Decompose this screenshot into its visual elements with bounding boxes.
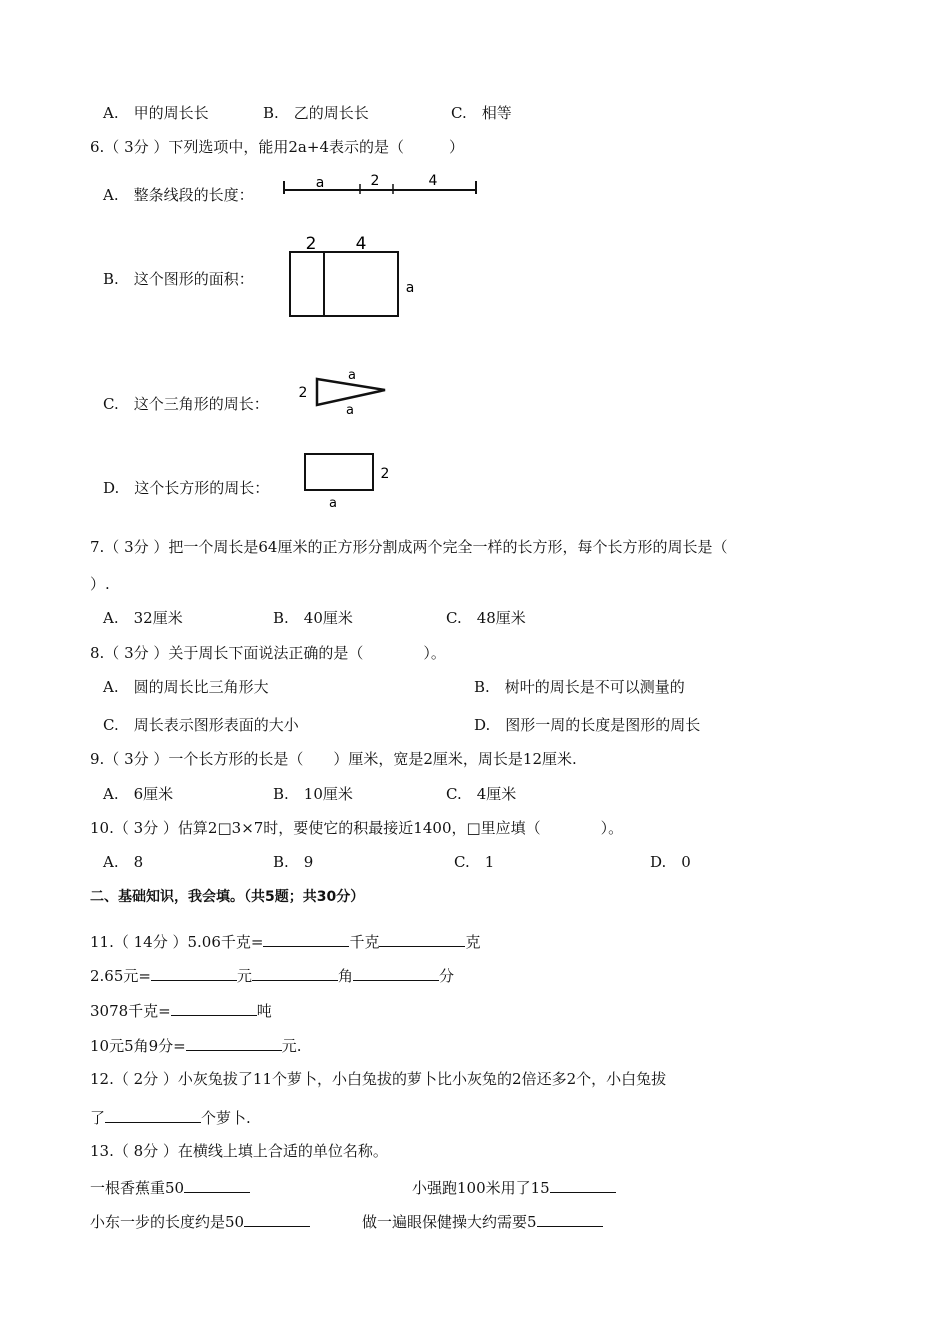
triangle-figure <box>293 365 395 417</box>
q11-line1-unit-kg: 千克 <box>349 933 380 951</box>
q11-blank-ton[interactable] <box>171 1000 257 1016</box>
triangle-label-a-top: a <box>348 368 356 383</box>
q5-option-c: C. 相等 <box>451 104 512 122</box>
q13-item-2 <box>412 1177 616 1198</box>
q11-line3 <box>90 1000 272 1021</box>
q9-stem: 9.（ 3分 ）一个长方形的长是（ ）厘米，宽是2厘米，周长是12厘米. <box>90 750 577 768</box>
area-label-a: a <box>405 280 415 296</box>
q13-item-3 <box>90 1211 310 1232</box>
q11-line1-text: 11.（ 14分 ）5.06千克= <box>90 933 264 951</box>
q13-item-1-text: 一根香蕉重50 <box>90 1179 185 1197</box>
q13-blank-3[interactable] <box>244 1211 310 1227</box>
q11-blank-yuan-total[interactable] <box>186 1035 282 1051</box>
q13-stem: 13.（ 8分 ）在横线上填上合适的单位名称。 <box>90 1142 388 1160</box>
q13-item-4-text: 做一遍眼保健操大约需要5 <box>362 1213 537 1231</box>
q13-blank-2[interactable] <box>550 1177 616 1193</box>
q6-option-a: A. 整条线段的长度： <box>103 186 254 204</box>
q6-option-c: C. 这个三角形的周长： <box>103 395 269 413</box>
q8-option-b: B. 树叶的周长是不可以测量的 <box>474 678 685 696</box>
q10-stem: 10.（ 3分 ）估算2□3×7时，要使它的积最接近1400，□里应填（ ）。 <box>90 819 624 837</box>
q10-option-c: C. 1 <box>454 853 495 871</box>
q13-item-4 <box>362 1211 603 1232</box>
perimeter-label-a: a <box>329 496 337 511</box>
q9-option-a: A. 6厘米 <box>103 785 174 803</box>
q6-option-b: B. 这个图形的面积： <box>103 270 254 288</box>
q11-blank-fen[interactable] <box>353 965 439 981</box>
q11-line4-text: 10元5角9分= <box>90 1037 186 1055</box>
q11-line2-unit-fen: 分 <box>439 967 455 985</box>
triangle-label-2: 2 <box>298 385 308 401</box>
perimeter-rectangle-figure <box>297 448 393 512</box>
q11-blank-g[interactable] <box>379 931 465 947</box>
q7-stem-line2: ）. <box>90 575 110 593</box>
q8-option-d: D. 图形一周的长度是图形的周长 <box>474 716 701 734</box>
q11-line2-unit-yuan: 元 <box>236 967 252 985</box>
q11-line1-unit-g: 克 <box>465 933 481 951</box>
q12-stem-line2 <box>90 1107 251 1128</box>
q11-blank-jiao[interactable] <box>252 965 338 981</box>
q12-stem-line1: 12.（ 2分 ）小灰兔拔了11个萝卜，小白兔拔的萝卜比小灰兔的2倍还多2个，小白兔拔 <box>90 1070 667 1088</box>
q7-option-b: B. 40厘米 <box>273 609 353 627</box>
segment-figure <box>280 168 480 198</box>
area-label-4: 4 <box>355 234 367 254</box>
q11-line3-unit-ton: 吨 <box>256 1002 272 1020</box>
perimeter-label-2: 2 <box>380 466 390 482</box>
q10-option-d: D. 0 <box>650 853 691 871</box>
q11-line2-text: 2.65元= <box>90 967 151 985</box>
q13-blank-4[interactable] <box>537 1211 603 1227</box>
q13-blank-1[interactable] <box>184 1177 250 1193</box>
q9-option-b: B. 10厘米 <box>273 785 353 803</box>
q11-line2 <box>90 965 454 986</box>
q7-option-c: C. 48厘米 <box>446 609 526 627</box>
segment-label-a: a <box>315 175 325 191</box>
q13-item-2-text: 小强跑100米用了15 <box>412 1179 550 1197</box>
q11-line4-unit: 元. <box>281 1037 302 1055</box>
q8-option-a: A. 圆的周长比三角形大 <box>103 678 269 696</box>
area-label-2: 2 <box>305 234 317 254</box>
q11-line4 <box>90 1035 302 1056</box>
q11-blank-kg[interactable] <box>263 931 349 947</box>
q5-option-b: B. 乙的周长长 <box>263 104 369 122</box>
q11-blank-yuan[interactable] <box>151 965 237 981</box>
q13-item-3-text: 小东一步的长度约是50 <box>90 1213 245 1231</box>
q12-line2-text: 了 <box>90 1109 106 1127</box>
q6-option-d: D. 这个长方形的周长： <box>103 479 270 497</box>
q9-option-c: C. 4厘米 <box>446 785 517 803</box>
segment-label-4: 4 <box>428 173 438 189</box>
q8-stem: 8.（ 3分 ）关于周长下面说法正确的是（ ）。 <box>90 644 446 662</box>
triangle-label-a-bottom: a <box>346 403 354 417</box>
area-rectangle-figure <box>285 232 420 322</box>
q11-line1 <box>90 931 480 952</box>
q7-stem-line1: 7.（ 3分 ）把一个周长是64厘米的正方形分割成两个完全一样的长方形，每个长方形的周长是（ <box>90 538 728 556</box>
segment-label-2: 2 <box>370 173 380 189</box>
q13-item-1 <box>90 1177 250 1198</box>
q10-option-a: A. 8 <box>103 853 144 871</box>
q12-blank[interactable] <box>105 1107 201 1123</box>
q10-option-b: B. 9 <box>273 853 314 871</box>
q11-line2-unit-jiao: 角 <box>337 967 353 985</box>
section-2-title: 二、基础知识，我会填。（共5题；共30分） <box>90 889 365 905</box>
q5-option-a: A. 甲的周长长 <box>103 104 209 122</box>
q6-stem: 6.（ 3分 ）下列选项中，能用2a+4表示的是（ ） <box>90 138 464 156</box>
q7-option-a: A. 32厘米 <box>103 609 183 627</box>
q8-option-c: C. 周长表示图形表面的大小 <box>103 716 299 734</box>
q11-line3-text: 3078千克= <box>90 1002 171 1020</box>
q12-line2-unit: 个萝卜. <box>201 1109 251 1127</box>
